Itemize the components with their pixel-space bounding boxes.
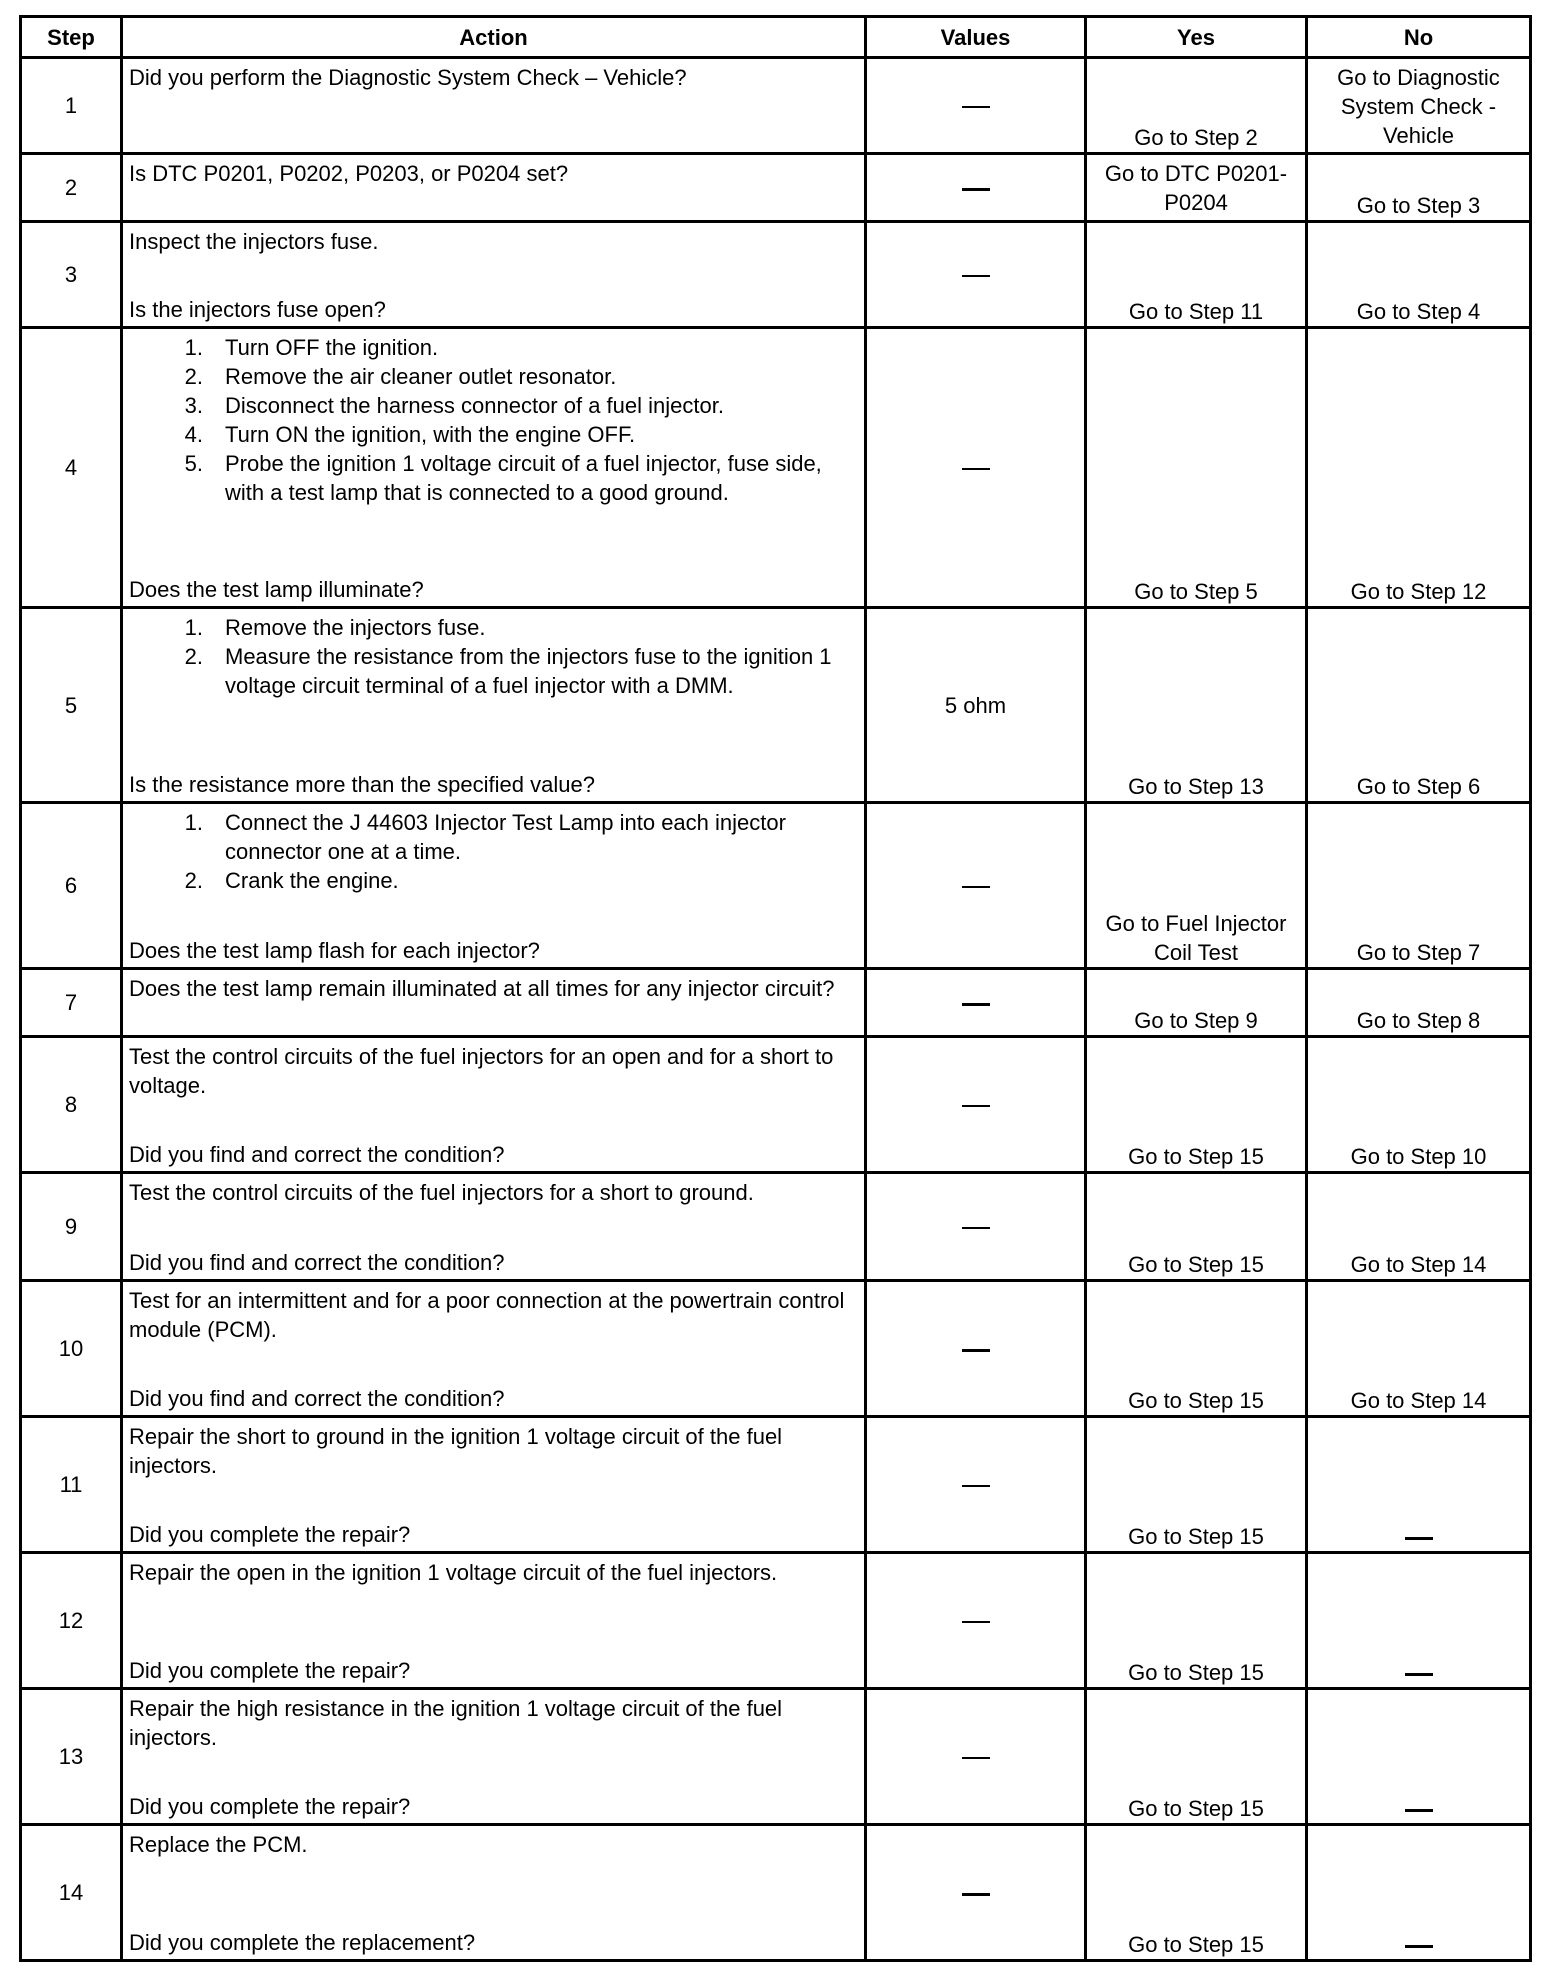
action-question: Does the test lamp flash for each injector? xyxy=(129,938,540,963)
action-text: Inspect the injectors fuse. xyxy=(129,229,379,254)
action-text: Is DTC P0201, P0202, P0203, or P0204 set? xyxy=(129,161,569,186)
table-row xyxy=(21,969,1531,1037)
action-instructions xyxy=(129,808,852,895)
action-text: Does the test lamp remain illuminated at all times for any injector circuit? xyxy=(129,976,835,1001)
action-step-item xyxy=(129,420,852,449)
action-step-index: 2. xyxy=(184,644,203,669)
action-instructions xyxy=(129,1694,852,1752)
value-dash xyxy=(962,1349,990,1352)
action-content xyxy=(123,1282,864,1415)
value-cell xyxy=(866,1553,1086,1689)
value-cell xyxy=(866,803,1086,969)
yes-cell: Go to Step 5 xyxy=(1086,328,1307,608)
action-instructions xyxy=(129,1178,852,1207)
value-dash xyxy=(962,1105,990,1107)
action-step-item xyxy=(129,449,852,507)
value-dash xyxy=(962,1621,990,1623)
no-cell: Go to Step 3 xyxy=(1307,154,1531,222)
action-steps-list xyxy=(129,613,852,700)
action-instructions xyxy=(129,1286,852,1344)
step-number: 14 xyxy=(21,1825,122,1961)
action-step-text: Turn OFF the ignition. xyxy=(225,335,439,360)
header-step: Step xyxy=(21,17,122,58)
value-dash xyxy=(962,468,990,470)
value-cell xyxy=(866,608,1086,803)
action-text: Did you perform the Diagnostic System Check – Vehicle? xyxy=(129,65,687,90)
action-cell xyxy=(122,58,866,154)
value-cell xyxy=(866,328,1086,608)
action-text: Test for an intermittent and for a poor connection at the powertrain control module (PCM). xyxy=(129,1288,845,1342)
yes-cell: Go to Step 15 xyxy=(1086,1553,1307,1689)
action-cell xyxy=(122,1037,866,1173)
no-cell: Go to Step 7 xyxy=(1307,803,1531,969)
yes-cell: Go to Step 15 xyxy=(1086,1689,1307,1825)
action-step-item xyxy=(129,866,852,895)
value-dash xyxy=(962,188,990,191)
table-row xyxy=(21,1173,1531,1281)
action-step-item xyxy=(129,613,852,642)
action-content xyxy=(123,1038,864,1171)
action-instructions xyxy=(129,1422,852,1480)
action-instructions xyxy=(129,613,852,700)
value-cell xyxy=(866,1281,1086,1417)
action-step-index: 5. xyxy=(184,451,203,476)
yes-cell: Go to Step 11 xyxy=(1086,222,1307,328)
step-number: 12 xyxy=(21,1553,122,1689)
table-row xyxy=(21,222,1531,328)
action-cell xyxy=(122,1417,866,1553)
action-cell xyxy=(122,1553,866,1689)
value-cell xyxy=(866,1417,1086,1553)
table-row xyxy=(21,1553,1531,1689)
action-content xyxy=(123,1554,864,1687)
yes-cell: Go to Step 15 xyxy=(1086,1825,1307,1961)
value-cell xyxy=(866,1173,1086,1281)
step-number: 13 xyxy=(21,1689,122,1825)
action-text: Test the control circuits of the fuel injectors for a short to ground. xyxy=(129,1180,754,1205)
action-step-index: 1. xyxy=(184,615,203,640)
action-step-index: 1. xyxy=(184,335,203,360)
table-row xyxy=(21,1417,1531,1553)
table-row xyxy=(21,1689,1531,1825)
action-question: Is the injectors fuse open? xyxy=(129,297,386,322)
yes-cell: Go to Step 15 xyxy=(1086,1037,1307,1173)
action-step-index: 3. xyxy=(184,393,203,418)
action-step-item xyxy=(129,362,852,391)
action-cell xyxy=(122,608,866,803)
step-number: 9 xyxy=(21,1173,122,1281)
action-step-text: Crank the engine. xyxy=(225,868,399,893)
yes-cell: Go to Step 15 xyxy=(1086,1281,1307,1417)
table-row xyxy=(21,1037,1531,1173)
action-question: Did you find and correct the condition? xyxy=(129,1142,505,1167)
header-row xyxy=(21,17,1531,58)
action-instructions xyxy=(129,227,852,256)
table-row xyxy=(21,328,1531,608)
action-cell xyxy=(122,328,866,608)
no-dash xyxy=(1405,1673,1433,1676)
value-dash xyxy=(962,886,990,888)
no-cell: Go to Step 8 xyxy=(1307,969,1531,1037)
step-number: 6 xyxy=(21,803,122,969)
action-text: Repair the short to ground in the ignition 1 voltage circuit of the fuel injectors. xyxy=(129,1424,783,1478)
action-content xyxy=(123,329,864,606)
yes-cell: Go to Step 9 xyxy=(1086,969,1307,1037)
step-number: 3 xyxy=(21,222,122,328)
action-instructions xyxy=(129,333,852,507)
yes-cell: Go to Step 15 xyxy=(1086,1417,1307,1553)
value-text: 5 ohm xyxy=(944,692,1007,718)
action-cell xyxy=(122,1173,866,1281)
value-dash xyxy=(962,1227,990,1229)
value-dash xyxy=(962,275,990,277)
action-cell xyxy=(122,222,866,328)
no-cell: Go to Step 14 xyxy=(1307,1173,1531,1281)
table-row xyxy=(21,154,1531,222)
value-cell xyxy=(866,1037,1086,1173)
action-instructions xyxy=(129,1558,852,1587)
action-cell xyxy=(122,1825,866,1961)
action-question: Is the resistance more than the specified value? xyxy=(129,772,595,797)
action-question: Does the test lamp illuminate? xyxy=(129,577,424,602)
step-number: 2 xyxy=(21,154,122,222)
action-cell xyxy=(122,1689,866,1825)
value-dash xyxy=(962,1893,990,1896)
no-cell xyxy=(1307,1825,1531,1961)
yes-cell: Go to Step 15 xyxy=(1086,1173,1307,1281)
action-instructions xyxy=(129,974,852,1003)
action-text: Replace the PCM. xyxy=(129,1832,308,1857)
action-step-item xyxy=(129,391,852,420)
step-number: 7 xyxy=(21,969,122,1037)
action-question: Did you complete the repair? xyxy=(129,1522,411,1547)
step-number: 5 xyxy=(21,608,122,803)
table-row xyxy=(21,608,1531,803)
action-content xyxy=(123,970,864,1035)
no-dash xyxy=(1405,1945,1433,1948)
value-cell xyxy=(866,1689,1086,1825)
action-content xyxy=(123,804,864,967)
no-cell xyxy=(1307,1689,1531,1825)
action-cell xyxy=(122,154,866,222)
no-cell: Go to Step 6 xyxy=(1307,608,1531,803)
table-body xyxy=(21,58,1531,1961)
action-question: Did you complete the repair? xyxy=(129,1794,411,1819)
header-no: No xyxy=(1307,17,1531,58)
no-cell xyxy=(1307,1417,1531,1553)
action-question: Did you complete the repair? xyxy=(129,1658,411,1683)
action-content xyxy=(123,59,864,152)
action-content xyxy=(123,1826,864,1959)
action-content xyxy=(123,609,864,801)
action-step-index: 2. xyxy=(184,868,203,893)
step-number: 10 xyxy=(21,1281,122,1417)
no-cell xyxy=(1307,1553,1531,1689)
action-content xyxy=(123,1690,864,1823)
action-step-index: 1. xyxy=(184,810,203,835)
no-cell: Go to Step 10 xyxy=(1307,1037,1531,1173)
action-step-text: Probe the ignition 1 voltage circuit of a fuel injector, fuse side, with a test lamp that is connected to a good ground. xyxy=(225,451,822,505)
table-row xyxy=(21,1825,1531,1961)
table-row xyxy=(21,1281,1531,1417)
table-row xyxy=(21,803,1531,969)
step-number: 4 xyxy=(21,328,122,608)
action-cell xyxy=(122,969,866,1037)
table-row xyxy=(21,58,1531,154)
yes-cell: Go to Step 13 xyxy=(1086,608,1307,803)
action-question: Did you complete the replacement? xyxy=(129,1930,476,1955)
no-cell: Go to Step 12 xyxy=(1307,328,1531,608)
action-cell xyxy=(122,803,866,969)
action-content xyxy=(123,1418,864,1551)
step-number: 1 xyxy=(21,58,122,154)
yes-cell: Go to Fuel Injector Coil Test xyxy=(1086,803,1307,969)
action-steps-list xyxy=(129,808,852,895)
action-step-text: Disconnect the harness connector of a fuel injector. xyxy=(225,393,724,418)
action-step-text: Turn ON the ignition, with the engine OFF. xyxy=(225,422,636,447)
value-cell xyxy=(866,222,1086,328)
action-step-text: Connect the J 44603 Injector Test Lamp into each injector connector one at a time. xyxy=(225,810,786,864)
action-content xyxy=(123,223,864,326)
action-instructions xyxy=(129,1042,852,1100)
action-step-text: Remove the injectors fuse. xyxy=(225,615,486,640)
header-action: Action xyxy=(122,17,866,58)
value-cell xyxy=(866,58,1086,154)
action-content xyxy=(123,155,864,220)
action-question: Did you find and correct the condition? xyxy=(129,1250,505,1275)
no-cell: Go to Diagnostic System Check - Vehicle xyxy=(1307,58,1531,154)
action-content xyxy=(123,1174,864,1279)
action-step-index: 2. xyxy=(184,364,203,389)
action-instructions xyxy=(129,159,852,188)
no-cell: Go to Step 4 xyxy=(1307,222,1531,328)
action-step-text: Measure the resistance from the injectors fuse to the ignition 1 voltage circuit terminal of a fuel injector with a DMM. xyxy=(225,644,832,698)
no-dash xyxy=(1405,1537,1433,1540)
action-text: Test the control circuits of the fuel injectors for an open and for a short to voltage. xyxy=(129,1044,834,1098)
action-step-item xyxy=(129,642,852,700)
action-text: Repair the high resistance in the ignition 1 voltage circuit of the fuel injectors. xyxy=(129,1696,783,1750)
action-instructions xyxy=(129,63,852,92)
yes-cell: Go to DTC P0201-P0204 xyxy=(1086,154,1307,222)
value-cell xyxy=(866,154,1086,222)
value-cell xyxy=(866,969,1086,1037)
value-dash xyxy=(962,1485,990,1487)
diagnostic-table xyxy=(19,15,1532,1962)
value-cell xyxy=(866,1825,1086,1961)
action-question: Did you find and correct the condition? xyxy=(129,1386,505,1411)
step-number: 8 xyxy=(21,1037,122,1173)
action-steps-list xyxy=(129,333,852,507)
no-dash xyxy=(1405,1809,1433,1812)
header-values: Values xyxy=(866,17,1086,58)
yes-cell: Go to Step 2 xyxy=(1086,58,1307,154)
no-cell: Go to Step 14 xyxy=(1307,1281,1531,1417)
action-step-text: Remove the air cleaner outlet resonator. xyxy=(225,364,617,389)
value-dash xyxy=(962,106,990,108)
action-step-index: 4. xyxy=(184,422,203,447)
action-cell xyxy=(122,1281,866,1417)
value-dash xyxy=(962,1003,990,1006)
action-instructions xyxy=(129,1830,852,1859)
header-yes: Yes xyxy=(1086,17,1307,58)
action-step-item xyxy=(129,333,852,362)
action-text: Repair the open in the ignition 1 voltage circuit of the fuel injectors. xyxy=(129,1560,778,1585)
value-dash xyxy=(962,1757,990,1759)
action-step-item xyxy=(129,808,852,866)
step-number: 11 xyxy=(21,1417,122,1553)
